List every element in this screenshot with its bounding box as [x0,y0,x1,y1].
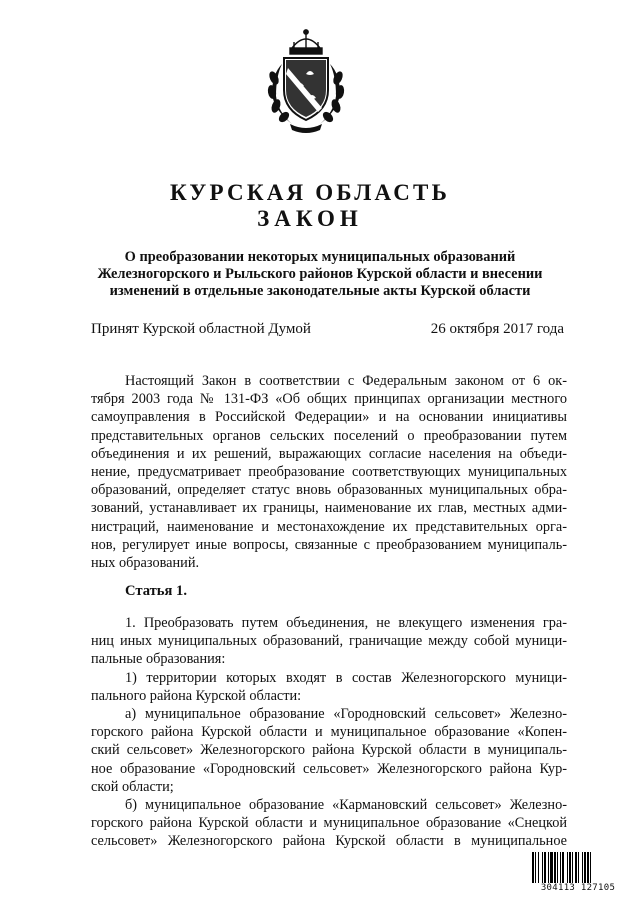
law-title-line: О преобразовании некоторых муниципальных образований [124,249,516,265]
preamble-line: объединения и их решений, выражающих согласие населения на объеди- [91,445,567,462]
adoption-line [91,321,564,338]
barcode-bar [550,852,553,883]
article-line: ской области; [91,778,174,795]
adopted-by: Принят Курской областной Думой [91,321,311,337]
article-body [91,614,567,850]
barcode-bar [584,852,586,883]
article-line: б) муниципальное образование «Кармановский сельсовет» Железно- [125,796,567,813]
barcode-bar [587,852,589,883]
preamble-line: Настоящий Закон в соответствии с Федеральным законом от 6 ок- [125,373,567,389]
barcode-bar [572,852,573,883]
article-line: 1. Преобразовать путем объединения, не влекущего изменения гра- [125,615,567,631]
article-line: ниц иных муниципальных образований, граничащие между собой муници- [91,633,567,650]
preamble-line: нов, регулирует иные вопросы, связанные с преобразованием муниципаль- [91,536,567,553]
article-line: горского района Курской области и муниципальное образование «Копен- [91,724,567,741]
barcode-bar [538,852,539,883]
article-line: ное образование «Городновский сельсовет» Железногорского района Кур- [91,760,567,777]
barcode-bar [542,852,543,883]
preamble [91,372,567,572]
barcode-number: 304113 127105 [531,883,625,893]
article-line: горского района Курской области и муниципальное образование «Снецкой [91,815,567,832]
article-line: а) муниципальное образование «Городновский сельсовет» Железно- [125,705,567,722]
document-type-heading: ЗАКОН [257,206,363,231]
article-line: пальные образования: [91,651,226,668]
article-line: пального района Курской области: [91,687,302,704]
preamble-line: образований, определяет статус вновь образованных муниципальных обра- [91,482,567,499]
barcode-bar [578,852,579,883]
preamble-line: нистраций, наименование и местонахождение их представительных орга- [91,518,567,535]
adoption-date: 26 октября 2017 года [430,321,564,337]
law-title [80,249,560,300]
barcode-bar [569,852,571,883]
preamble-line: самоуправления в Российской Федерации» и на основании инициативы [91,409,567,426]
preamble-line: ных образований. [91,554,200,571]
preamble-line: нение, предусматривает преобразование соответствующих муниципальных [91,463,567,480]
preamble-line: представительных органов сельских поселений о преобразовании путем [91,427,567,444]
barcode-bar [544,852,546,883]
barcode-bar [567,852,568,883]
article-line: 1) территории которых входят в состав Железногорского муници- [125,669,567,686]
barcode-bar [562,852,564,883]
preamble-line: зований, устанавливает их границы, наименование их глав, местных адми- [91,500,567,517]
coat-of-arms-emblem [260,28,352,136]
preamble-line: тября 2003 года № 131-ФЗ «Об общих принципах организации местного [91,391,567,408]
barcode-bar [557,852,558,883]
article-line: ский сельсовет» Железногорского района Курской области в муниципаль- [91,742,567,759]
barcode-bar [554,852,556,883]
barcode-bar [560,852,561,883]
barcode-bar [532,852,534,883]
article-line: сельсовет» Железногорского района Курской области в муниципальное [91,833,567,850]
law-title-line: Железногорского и Рыльского районов Курской области и внесении [97,266,543,282]
article-heading: Статья 1. [125,583,187,599]
law-title-line: изменений в отдельные законодательные акты Курской области [109,283,531,299]
barcode-bar [575,852,577,883]
barcode-bar [582,852,583,883]
barcode-bar [548,852,549,883]
region-heading: КУРСКАЯ ОБЛАСТЬ [170,180,450,205]
barcode-bar [535,852,536,883]
barcode-bar [590,852,591,883]
